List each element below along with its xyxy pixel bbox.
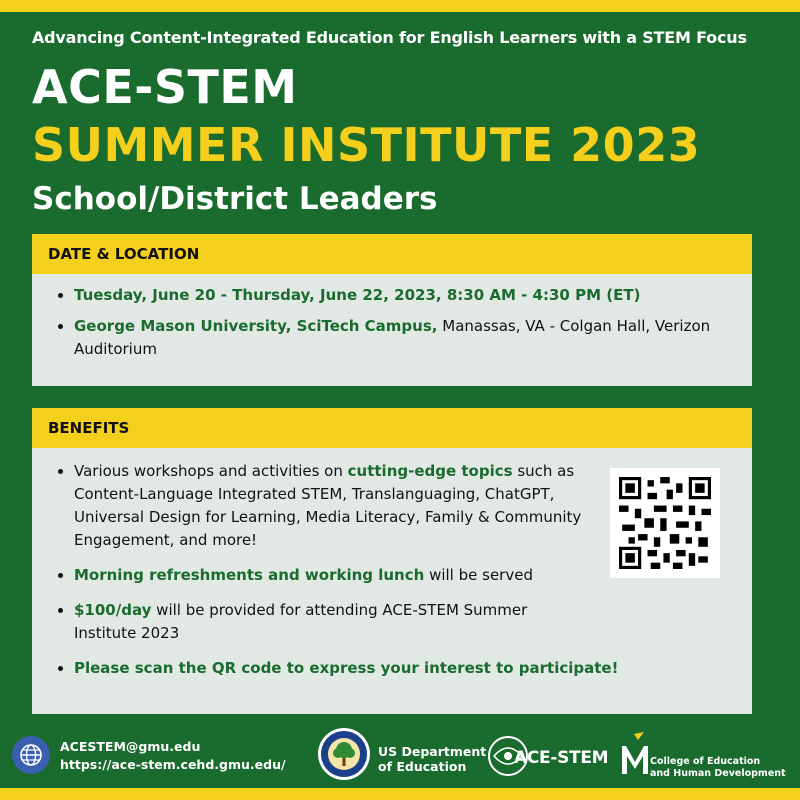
footer	[0, 722, 800, 788]
benefit-text: will be provided for attending ACE-STEM Summer Institute 2023	[74, 601, 528, 642]
list-item	[74, 564, 594, 587]
college-line2: and Human Development	[650, 768, 786, 779]
contact-info	[60, 738, 286, 774]
benefit-highlight: Morning refreshments and working lunch	[74, 566, 425, 584]
benefits-section	[32, 408, 752, 714]
list-item	[74, 284, 732, 307]
location-rest: Manassas, VA - Colgan Hall, Verizon Auditorium	[74, 317, 711, 358]
title-acestem: ACE-STEM	[32, 60, 298, 114]
list-item	[74, 460, 594, 552]
benefit-text: Various workshops and activities on	[74, 462, 348, 480]
gmu-m-logo-icon	[620, 732, 650, 778]
us-doe-seal-icon	[318, 728, 370, 780]
usdoe-line2: of Education	[378, 759, 467, 774]
usdoe-line1: US Department	[378, 744, 487, 759]
title-audience: School/District Leaders	[32, 181, 438, 217]
benefit-highlight: $100/day	[74, 601, 152, 619]
date-time-text: Tuesday, June 20 - Thursday, June 22, 2023, 8:30 AM - 4:30 PM (ET)	[74, 286, 641, 304]
location-highlight: George Mason University, SciTech Campus,	[74, 317, 438, 335]
benefit-text: such as Content-Language Integrated STEM, Translanguaging, ChatGPT, Universal Design for Learning, Media Literacy, Family & Community Engagement, and more!	[74, 462, 582, 549]
list-item	[74, 657, 732, 680]
ace-stem-logo-text: ACE-STEM	[514, 748, 609, 768]
qr-code-icon[interactable]	[610, 468, 720, 578]
bottom-accent-bar	[0, 788, 800, 800]
college-line1: College of Education	[650, 756, 761, 767]
date-location-section	[32, 234, 752, 386]
title-summer-institute: SUMMER INSTITUTE 2023	[32, 118, 701, 172]
qr-code-graphic	[619, 477, 711, 569]
benefit-highlight: cutting-edge topics	[347, 462, 513, 480]
list-item	[74, 599, 594, 645]
top-accent-bar	[0, 0, 800, 12]
us-doe-label	[378, 744, 486, 774]
qr-instruction: Please scan the QR code to express your interest to participate!	[74, 659, 619, 677]
email-link[interactable]: ACESTEM@gmu.edu	[60, 739, 201, 754]
benefits-heading: BENEFITS	[32, 408, 752, 448]
college-label	[650, 756, 786, 780]
list-item	[74, 315, 732, 361]
program-subtitle: Advancing Content-Integrated Education for English Learners with a STEM Focus	[32, 28, 747, 47]
benefit-text: will be served	[424, 566, 533, 584]
website-link[interactable]: https://ace-stem.cehd.gmu.edu/	[60, 757, 286, 772]
globe-icon	[12, 736, 50, 774]
date-location-heading: DATE & LOCATION	[32, 234, 752, 274]
